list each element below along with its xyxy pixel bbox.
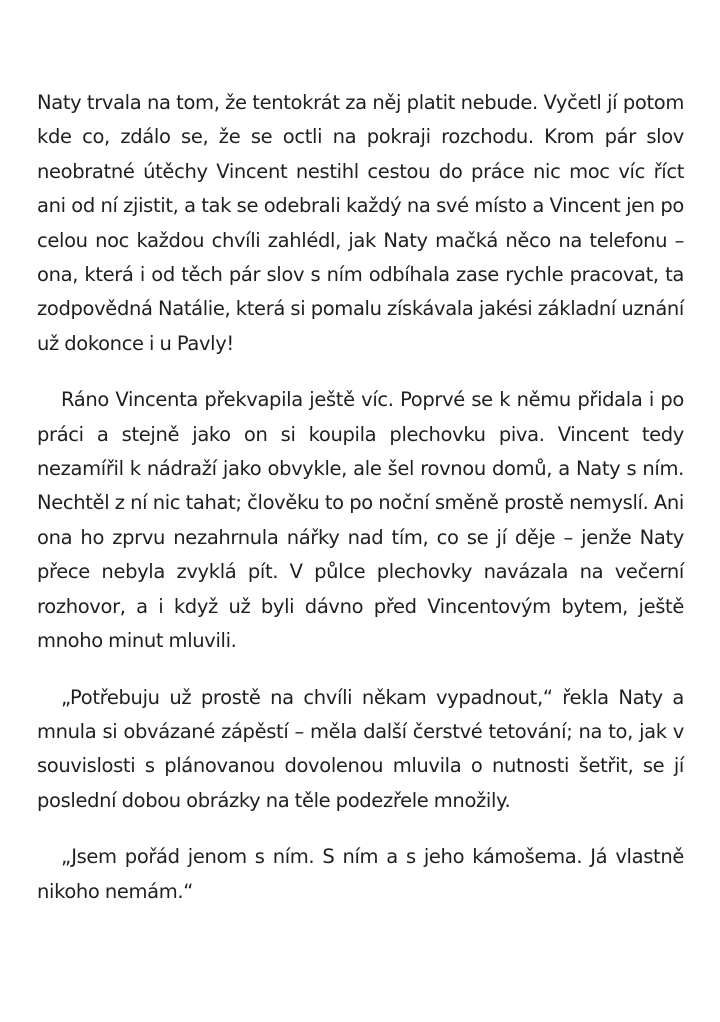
body-paragraph: Ráno Vincenta překvapila ještě víc. Poprvé se k němu přidala i po práci a stejně jako on si koupila plechovku piva. Vincent tedy nezamířil k nádraží jako obvykle, ale šel rovnou domů, a Naty s ním. Nechtěl z ní nic tahat; člověku to po noční směně prostě nemyslí. Ani ona ho zprvu nezahrnula nářky nad tím, co se jí děje – jenže Naty přece nebyla zvyklá pít. V půlce plechovky navázala na večerní rozhovor, a i když už byli dávno před Vincentovým bytem, ještě mnoho minut mluvili. bbox=[37, 388, 684, 653]
body-paragraph: „Jsem pořád jenom s ním. S ním a s jeho kámošema. Já vlastně nikoho nemám.“ bbox=[37, 845, 684, 903]
body-paragraph: Naty trvala na tom, že tentokrát za něj platit nebude. Vyčetl jí potom kde co, zdálo se, že se octli na pokraji rozchodu. Krom pár slov neobratné útěchy Vincent nestihl cestou do práce nic moc víc říct ani od ní zjistit, a tak se odebrali každý na své místo a Vincent jen po celou noc každou chvíli zahlédl, jak Naty mačká něco na telefonu – ona, která i od těch pár slov s ním odbíhala zase rychle pracovat, ta zodpovědná Natálie, která si pomalu získávala jakési základní uznání už dokonce i u Pavly! bbox=[37, 91, 684, 355]
body-paragraph: „Potřebuju už prostě na chvíli někam vypadnout,“ řekla Naty a mnula si obvázané zápěstí – měla další čerstvé tetování; na to, jak v souvislosti s plánovanou dovolenou mluvila o nutnosti šetřit, se jí poslední dobou obrázky na těle podezřele množily. bbox=[37, 685, 684, 812]
document-page bbox=[37, 86, 684, 931]
